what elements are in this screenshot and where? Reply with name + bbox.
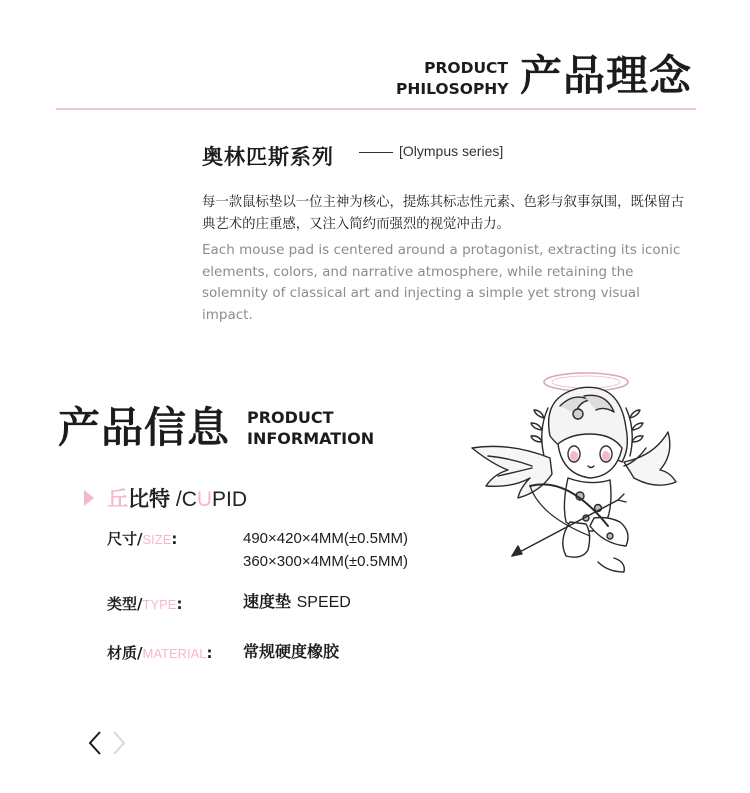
type-label-cn: 类型/	[107, 595, 143, 613]
info-title-en-line1: PRODUCT	[247, 408, 334, 427]
material-label	[107, 642, 213, 663]
product-name	[107, 485, 247, 514]
size-label-en: SIZE	[142, 532, 172, 547]
philosophy-title-en-line2: PHILOSOPHY	[396, 80, 509, 98]
info-title-en-line2: INFORMATION	[247, 429, 375, 448]
info-title-en	[247, 407, 374, 449]
material-label-cn: 材质/	[107, 644, 143, 662]
series-description-cn: 每一款鼠标垫以一位主神为核心，提炼其标志性元素、色彩与叙事氛围，既保留古典艺术的庄重感，又注入简约而强烈的视觉冲击力。	[202, 195, 685, 232]
type-label-en: TYPE	[142, 597, 177, 612]
type-value-cn: 速度垫	[243, 592, 292, 611]
product-name-cn-rest: 比特	[128, 487, 170, 511]
product-name-en-part2: U	[196, 488, 213, 511]
product-name-en-part3: PID	[212, 488, 248, 511]
info-title-cn: 产品信息	[58, 403, 231, 452]
chevron-left-icon[interactable]	[85, 730, 107, 756]
chevron-right-icon[interactable]	[109, 730, 131, 756]
type-label	[107, 593, 182, 614]
product-name-en-part1: C	[181, 488, 197, 511]
size-value-1: 490×420×4MM(±0.5MM)	[243, 530, 408, 547]
series-name-cn: 奥林匹斯系列	[202, 145, 334, 169]
series-name-en: [Olympus series]	[399, 143, 504, 159]
size-label-colon: :	[171, 530, 178, 548]
philosophy-title-en-line1: PRODUCT	[424, 59, 508, 77]
philosophy-title-cn: 产品理念	[520, 51, 693, 100]
material-label-colon: :	[206, 644, 213, 662]
pink-triangle-icon	[84, 490, 94, 506]
philosophy-title-en	[396, 58, 508, 100]
series-description-en: Each mouse pad is centered around a protagonist, extracting its iconic elements, colors, and narrative atmosphere, while retaining the solemnity of classical art and injecting a simple yet strong visual impact.	[202, 242, 681, 323]
material-value: 常规硬度橡胶	[243, 642, 340, 661]
product-name-separator: /	[175, 488, 182, 511]
size-label	[107, 528, 177, 549]
material-label-en: MATERIAL	[142, 646, 207, 661]
type-value	[243, 590, 351, 614]
type-label-colon: :	[176, 595, 183, 613]
series-dash	[359, 152, 393, 153]
product-name-first-char: 丘	[107, 487, 128, 511]
cupid-illustration	[468, 366, 678, 581]
size-value-2: 360×300×4MM(±0.5MM)	[243, 553, 408, 570]
type-value-en: SPEED	[296, 594, 351, 611]
header-divider	[56, 108, 696, 110]
size-label-cn: 尺寸/	[107, 530, 143, 548]
